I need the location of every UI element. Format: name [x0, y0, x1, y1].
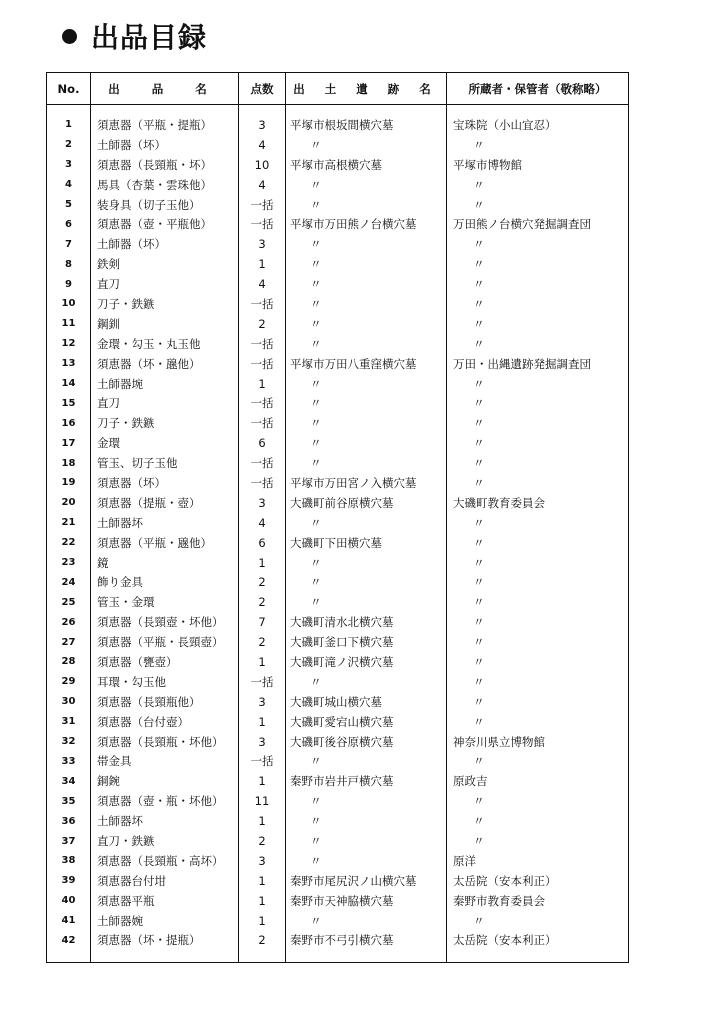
- cell-count: 1: [239, 891, 286, 911]
- cell-owner: 〃: [447, 234, 629, 254]
- table-row: [47, 572, 629, 592]
- header-item: 出 品 名: [91, 73, 239, 105]
- cell-owner: 〃: [447, 533, 629, 553]
- cell-no: 28: [47, 652, 91, 672]
- table-row: [47, 732, 629, 752]
- cell-site: 〃: [286, 553, 447, 573]
- spacer-row: [47, 950, 629, 963]
- cell-no: 22: [47, 533, 91, 553]
- header-owner: 所蔵者・保管者（敬称略）: [447, 73, 629, 105]
- cell-item: 管玉、切子玉他: [91, 453, 239, 473]
- header-site: 出 土 遺 跡 名: [286, 73, 447, 105]
- cell-count: 10: [239, 155, 286, 175]
- cell-count: 11: [239, 791, 286, 811]
- cell-count: 1: [239, 712, 286, 732]
- cell-site: 〃: [286, 831, 447, 851]
- spacer-cell: [47, 950, 91, 963]
- cell-item: 金環・勾玉・丸玉他: [91, 334, 239, 354]
- cell-site: 〃: [286, 374, 447, 394]
- table-row: [47, 831, 629, 851]
- cell-count: 一括: [239, 752, 286, 772]
- cell-count: 3: [239, 692, 286, 712]
- cell-item: 管玉・金環: [91, 592, 239, 612]
- cell-no: 34: [47, 771, 91, 791]
- cell-owner: 〃: [447, 334, 629, 354]
- cell-item: 須恵器（平瓶・提瓶）: [91, 115, 239, 135]
- cell-site: 〃: [286, 791, 447, 811]
- cell-item: 耳環・勾玉他: [91, 672, 239, 692]
- cell-site: 〃: [286, 413, 447, 433]
- cell-count: 1: [239, 652, 286, 672]
- bullet-icon: [62, 29, 77, 44]
- spacer-cell: [286, 950, 447, 963]
- cell-no: 18: [47, 453, 91, 473]
- cell-owner: 万田熊ノ台横穴発掘調査団: [447, 214, 629, 234]
- cell-count: 2: [239, 572, 286, 592]
- cell-owner: 万田・出縄遺跡発掘調査団: [447, 354, 629, 374]
- table-row: [47, 473, 629, 493]
- table-row: [47, 652, 629, 672]
- table-row: [47, 891, 629, 911]
- cell-count: 一括: [239, 473, 286, 493]
- cell-item: 須恵器（坏・𤭯他）: [91, 354, 239, 374]
- cell-site: 大磯町滝ノ沢横穴墓: [286, 652, 447, 672]
- cell-item: 鋼釧: [91, 314, 239, 334]
- cell-owner: 〃: [447, 791, 629, 811]
- cell-site: 秦野市尾尻沢ノ山横穴墓: [286, 871, 447, 891]
- cell-count: 4: [239, 175, 286, 195]
- cell-item: 須恵器（壺・平瓶他）: [91, 214, 239, 234]
- cell-no: 29: [47, 672, 91, 692]
- table-row: [47, 851, 629, 871]
- cell-item: 銅鋺: [91, 771, 239, 791]
- cell-no: 7: [47, 234, 91, 254]
- table-row: [47, 274, 629, 294]
- cell-no: 1: [47, 115, 91, 135]
- cell-owner: 大磯町教育委員会: [447, 493, 629, 513]
- cell-no: 15: [47, 393, 91, 413]
- cell-owner: 〃: [447, 572, 629, 592]
- cell-no: 16: [47, 413, 91, 433]
- cell-site: 大磯町城山横穴墓: [286, 692, 447, 712]
- cell-site: 〃: [286, 453, 447, 473]
- cell-site: 秦野市岩井戸横穴墓: [286, 771, 447, 791]
- table-row: [47, 254, 629, 274]
- cell-no: 42: [47, 931, 91, 951]
- cell-site: 大磯町清水北横穴墓: [286, 612, 447, 632]
- cell-no: 11: [47, 314, 91, 334]
- cell-item: 須恵器（甕壺）: [91, 652, 239, 672]
- cell-no: 41: [47, 911, 91, 931]
- table-row: [47, 871, 629, 891]
- cell-owner: 〃: [447, 274, 629, 294]
- cell-no: 26: [47, 612, 91, 632]
- cell-count: 6: [239, 433, 286, 453]
- cell-site: 〃: [286, 433, 447, 453]
- cell-item: 土師器坏: [91, 513, 239, 533]
- cell-no: 33: [47, 752, 91, 772]
- table-row: [47, 811, 629, 831]
- cell-site: 平塚市万田八重窪横穴墓: [286, 354, 447, 374]
- cell-count: 1: [239, 811, 286, 831]
- cell-item: 鉄剣: [91, 254, 239, 274]
- cell-owner: 〃: [447, 175, 629, 195]
- cell-site: 大磯町釜口下横穴墓: [286, 632, 447, 652]
- cell-no: 14: [47, 374, 91, 394]
- cell-count: 一括: [239, 413, 286, 433]
- table-row: [47, 175, 629, 195]
- cell-no: 20: [47, 493, 91, 513]
- cell-no: 8: [47, 254, 91, 274]
- cell-item: 直刀: [91, 393, 239, 413]
- cell-site: 〃: [286, 851, 447, 871]
- table-row: [47, 234, 629, 254]
- cell-site: 大磯町前谷原横穴墓: [286, 493, 447, 513]
- cell-owner: 〃: [447, 433, 629, 453]
- cell-owner: 〃: [447, 752, 629, 772]
- cell-site: 平塚市万田熊ノ台横穴墓: [286, 214, 447, 234]
- cell-count: 1: [239, 871, 286, 891]
- cell-count: 一括: [239, 393, 286, 413]
- cell-site: 〃: [286, 911, 447, 931]
- cell-item: 須恵器（長頸瓶・高坏）: [91, 851, 239, 871]
- table-row: [47, 334, 629, 354]
- cell-owner: 〃: [447, 692, 629, 712]
- cell-no: 24: [47, 572, 91, 592]
- cell-owner: 宝珠院（小山宜忍）: [447, 115, 629, 135]
- cell-count: 2: [239, 632, 286, 652]
- cell-item: 須恵器（台付壺）: [91, 712, 239, 732]
- spacer-cell: [91, 950, 239, 963]
- table-header: [47, 73, 629, 105]
- cell-site: 〃: [286, 811, 447, 831]
- cell-owner: 神奈川県立博物館: [447, 732, 629, 752]
- cell-site: 〃: [286, 334, 447, 354]
- cell-count: 3: [239, 851, 286, 871]
- page-title: 出品目録: [91, 21, 208, 54]
- spacer-cell: [447, 950, 629, 963]
- spacer-cell: [447, 105, 629, 116]
- cell-count: 7: [239, 612, 286, 632]
- catalog-table: [46, 72, 629, 963]
- cell-owner: 〃: [447, 195, 629, 215]
- table-row: [47, 214, 629, 234]
- cell-item: 須恵器（長頸壺・坏他）: [91, 612, 239, 632]
- cell-count: 1: [239, 254, 286, 274]
- cell-site: 秦野市不弓引横穴墓: [286, 931, 447, 951]
- cell-owner: 〃: [447, 473, 629, 493]
- cell-item: 装身具（切子玉他）: [91, 195, 239, 215]
- cell-no: 9: [47, 274, 91, 294]
- cell-owner: 〃: [447, 135, 629, 155]
- cell-count: 1: [239, 771, 286, 791]
- cell-no: 13: [47, 354, 91, 374]
- table-row: [47, 393, 629, 413]
- cell-no: 12: [47, 334, 91, 354]
- cell-count: 3: [239, 732, 286, 752]
- table-row: [47, 791, 629, 811]
- cell-count: 1: [239, 553, 286, 573]
- table-row: [47, 294, 629, 314]
- cell-item: 須恵器（坏・提瓶）: [91, 931, 239, 951]
- cell-owner: 〃: [447, 672, 629, 692]
- spacer-cell: [47, 105, 91, 116]
- cell-no: 39: [47, 871, 91, 891]
- cell-no: 27: [47, 632, 91, 652]
- page-title-block: [62, 16, 207, 56]
- table-row: [47, 453, 629, 473]
- cell-owner: 〃: [447, 513, 629, 533]
- cell-count: 一括: [239, 672, 286, 692]
- cell-site: 大磯町後谷原横穴墓: [286, 732, 447, 752]
- cell-site: 〃: [286, 314, 447, 334]
- cell-count: 2: [239, 592, 286, 612]
- cell-count: 3: [239, 115, 286, 135]
- cell-item: 土師器（坏）: [91, 135, 239, 155]
- table-row: [47, 314, 629, 334]
- cell-no: 38: [47, 851, 91, 871]
- cell-item: 帯金具: [91, 752, 239, 772]
- cell-count: 1: [239, 911, 286, 931]
- cell-site: 秦野市天神脇横穴墓: [286, 891, 447, 911]
- cell-site: 〃: [286, 513, 447, 533]
- cell-count: 4: [239, 135, 286, 155]
- cell-count: 2: [239, 931, 286, 951]
- header-row: [47, 73, 629, 105]
- cell-count: 一括: [239, 214, 286, 234]
- table-row: [47, 195, 629, 215]
- cell-no: 6: [47, 214, 91, 234]
- cell-owner: 原洋: [447, 851, 629, 871]
- cell-count: 一括: [239, 354, 286, 374]
- cell-item: 須恵器（平瓶・𤭯他）: [91, 533, 239, 553]
- cell-item: 直刀・鉄鏃: [91, 831, 239, 851]
- cell-site: 平塚市根坂間横穴墓: [286, 115, 447, 135]
- header-count: 点数: [239, 73, 286, 105]
- cell-item: 須恵器（提瓶・壺）: [91, 493, 239, 513]
- cell-no: 40: [47, 891, 91, 911]
- table-row: [47, 592, 629, 612]
- cell-no: 32: [47, 732, 91, 752]
- cell-item: 須恵器（坏）: [91, 473, 239, 493]
- cell-no: 36: [47, 811, 91, 831]
- cell-item: 土師器埦: [91, 374, 239, 394]
- table-row: [47, 513, 629, 533]
- table-row: [47, 135, 629, 155]
- cell-owner: 原政吉: [447, 771, 629, 791]
- cell-site: 平塚市万田宮ノ入横穴墓: [286, 473, 447, 493]
- cell-site: 〃: [286, 294, 447, 314]
- cell-owner: 〃: [447, 712, 629, 732]
- cell-owner: 平塚市博物館: [447, 155, 629, 175]
- cell-no: 25: [47, 592, 91, 612]
- cell-count: 一括: [239, 334, 286, 354]
- spacer-cell: [286, 105, 447, 116]
- cell-item: 土師器婉: [91, 911, 239, 931]
- cell-no: 19: [47, 473, 91, 493]
- table-row: [47, 632, 629, 652]
- cell-no: 10: [47, 294, 91, 314]
- cell-item: 須恵器平瓶: [91, 891, 239, 911]
- cell-item: 直刀: [91, 274, 239, 294]
- cell-owner: 〃: [447, 612, 629, 632]
- cell-owner: 太岳院（安本利正）: [447, 931, 629, 951]
- cell-owner: 〃: [447, 632, 629, 652]
- table-row: [47, 155, 629, 175]
- table-row: [47, 413, 629, 433]
- cell-item: 鏡: [91, 553, 239, 573]
- table-body: [47, 105, 629, 963]
- cell-owner: 〃: [447, 294, 629, 314]
- cell-no: 35: [47, 791, 91, 811]
- cell-owner: 〃: [447, 453, 629, 473]
- cell-item: 刀子・鉄鏃: [91, 294, 239, 314]
- cell-no: 3: [47, 155, 91, 175]
- table-row: [47, 354, 629, 374]
- cell-owner: 〃: [447, 374, 629, 394]
- cell-owner: 〃: [447, 652, 629, 672]
- table-row: [47, 553, 629, 573]
- table-row: [47, 712, 629, 732]
- cell-no: 5: [47, 195, 91, 215]
- cell-owner: 〃: [447, 553, 629, 573]
- cell-no: 17: [47, 433, 91, 453]
- cell-site: 〃: [286, 393, 447, 413]
- cell-site: 〃: [286, 254, 447, 274]
- cell-item: 金環: [91, 433, 239, 453]
- cell-item: 須恵器台付坩: [91, 871, 239, 891]
- cell-count: 一括: [239, 195, 286, 215]
- cell-count: 一括: [239, 294, 286, 314]
- spacer-cell: [239, 105, 286, 116]
- cell-no: 37: [47, 831, 91, 851]
- cell-site: 〃: [286, 592, 447, 612]
- cell-no: 4: [47, 175, 91, 195]
- cell-count: 一括: [239, 453, 286, 473]
- cell-site: 大磯町下田横穴墓: [286, 533, 447, 553]
- table-row: [47, 115, 629, 135]
- table-row: [47, 931, 629, 951]
- cell-item: 土師器（坏）: [91, 234, 239, 254]
- cell-site: 大磯町愛宕山横穴墓: [286, 712, 447, 732]
- header-no: No.: [47, 73, 91, 105]
- cell-item: 須恵器（長頸瓶・坏）: [91, 155, 239, 175]
- cell-item: 飾り金具: [91, 572, 239, 592]
- cell-site: 〃: [286, 195, 447, 215]
- cell-owner: 〃: [447, 314, 629, 334]
- cell-item: 須恵器（平瓶・長頸壺）: [91, 632, 239, 652]
- cell-site: 〃: [286, 672, 447, 692]
- table-row: [47, 771, 629, 791]
- cell-site: 〃: [286, 752, 447, 772]
- cell-count: 2: [239, 314, 286, 334]
- cell-owner: 太岳院（安本利正）: [447, 871, 629, 891]
- cell-site: 〃: [286, 572, 447, 592]
- table-row: [47, 612, 629, 632]
- cell-owner: 〃: [447, 254, 629, 274]
- cell-no: 21: [47, 513, 91, 533]
- cell-item: 須恵器（長頸瓶・坏他）: [91, 732, 239, 752]
- table-row: [47, 752, 629, 772]
- cell-no: 23: [47, 553, 91, 573]
- cell-site: 〃: [286, 135, 447, 155]
- cell-item: 馬具（杏葉・雲珠他）: [91, 175, 239, 195]
- cell-no: 2: [47, 135, 91, 155]
- cell-count: 3: [239, 234, 286, 254]
- table-row: [47, 433, 629, 453]
- cell-owner: 〃: [447, 393, 629, 413]
- cell-count: 4: [239, 513, 286, 533]
- cell-count: 1: [239, 374, 286, 394]
- cell-item: 刀子・鉄鏃: [91, 413, 239, 433]
- table-row: [47, 672, 629, 692]
- cell-count: 2: [239, 831, 286, 851]
- spacer-row: [47, 105, 629, 116]
- table-row: [47, 374, 629, 394]
- cell-owner: 〃: [447, 831, 629, 851]
- cell-owner: 〃: [447, 413, 629, 433]
- table-row: [47, 493, 629, 513]
- cell-no: 31: [47, 712, 91, 732]
- cell-site: 平塚市高根横穴墓: [286, 155, 447, 175]
- cell-count: 4: [239, 274, 286, 294]
- cell-owner: 〃: [447, 592, 629, 612]
- table-row: [47, 533, 629, 553]
- cell-owner: 〃: [447, 911, 629, 931]
- cell-item: 須恵器（壺・瓶・坏他）: [91, 791, 239, 811]
- table-row: [47, 911, 629, 931]
- cell-site: 〃: [286, 175, 447, 195]
- cell-count: 3: [239, 493, 286, 513]
- cell-owner: 秦野市教育委員会: [447, 891, 629, 911]
- spacer-cell: [91, 105, 239, 116]
- cell-no: 30: [47, 692, 91, 712]
- cell-site: 〃: [286, 274, 447, 294]
- cell-site: 〃: [286, 234, 447, 254]
- table-row: [47, 692, 629, 712]
- spacer-cell: [239, 950, 286, 963]
- cell-item: 土師器坏: [91, 811, 239, 831]
- cell-item: 須恵器（長頸瓶他）: [91, 692, 239, 712]
- cell-count: 6: [239, 533, 286, 553]
- cell-owner: 〃: [447, 811, 629, 831]
